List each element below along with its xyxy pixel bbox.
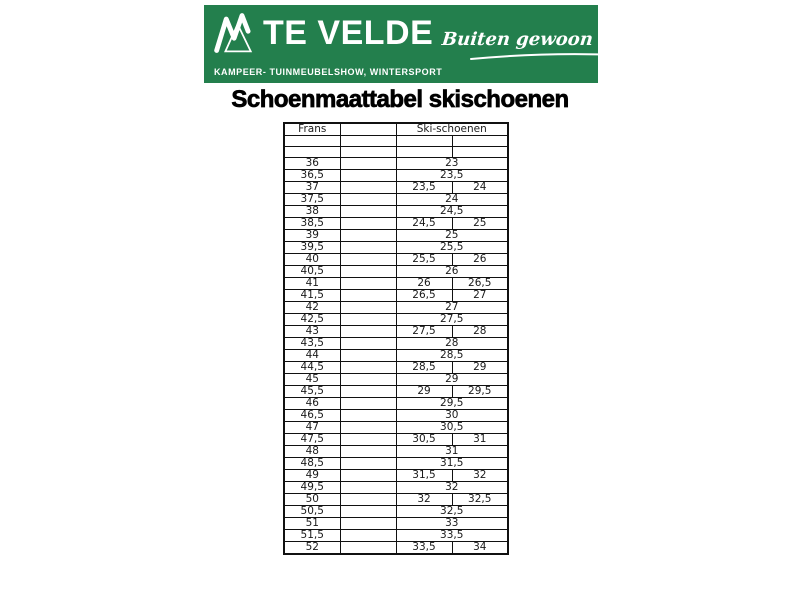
frans-size-cell: 39,5: [284, 242, 340, 254]
ski-size-cell: 33: [396, 518, 508, 530]
table-row: [284, 326, 508, 338]
empty-cell: [340, 218, 396, 230]
ski-size-cell: 30,5: [396, 422, 508, 434]
empty-cell: [340, 326, 396, 338]
ski-size-cell: 31: [452, 434, 508, 446]
header-frans: Frans: [284, 123, 340, 136]
table-row: [284, 290, 508, 302]
empty-cell: [452, 136, 508, 147]
empty-cell: [340, 374, 396, 386]
ski-size-cell: 25,5: [396, 242, 508, 254]
table-row: [284, 422, 508, 434]
empty-cell: [340, 254, 396, 266]
empty-cell: [340, 506, 396, 518]
empty-cell: [396, 147, 452, 158]
table-row: [284, 386, 508, 398]
empty-cell: [284, 147, 340, 158]
ski-size-cell: 30,5: [396, 434, 452, 446]
banner-subtitle: KAMPEER- TUINMEUBELSHOW, WINTERSPORT: [214, 67, 443, 77]
frans-size-cell: 41: [284, 278, 340, 290]
ski-size-cell: 27: [452, 290, 508, 302]
table-row: [284, 458, 508, 470]
ski-size-cell: 27,5: [396, 314, 508, 326]
header-ski: Ski-schoenen: [396, 123, 508, 136]
ski-size-cell: 28: [396, 338, 508, 350]
ski-size-cell: 25: [396, 230, 508, 242]
frans-size-cell: 47: [284, 422, 340, 434]
ski-size-cell: 28,5: [396, 362, 452, 374]
table-row: [284, 506, 508, 518]
empty-cell: [340, 542, 396, 555]
ski-size-cell: 23,5: [396, 170, 508, 182]
table-row: [284, 254, 508, 266]
empty-cell: [340, 170, 396, 182]
ski-size-cell: 31: [396, 446, 508, 458]
table-row: [284, 530, 508, 542]
table-row: [284, 446, 508, 458]
ski-size-cell: 31,5: [396, 458, 508, 470]
ski-size-cell: 28,5: [396, 350, 508, 362]
header-middle: [340, 123, 396, 136]
frans-size-cell: 48,5: [284, 458, 340, 470]
empty-cell: [340, 518, 396, 530]
empty-cell: [340, 470, 396, 482]
frans-size-cell: 40: [284, 254, 340, 266]
empty-cell: [340, 446, 396, 458]
ski-size-cell: 29: [396, 374, 508, 386]
ski-size-cell: 32,5: [396, 506, 508, 518]
size-conversion-table: [283, 122, 509, 555]
table-row: [284, 218, 508, 230]
empty-cell: [340, 350, 396, 362]
table-row: [284, 398, 508, 410]
store-banner: [204, 5, 650, 83]
ski-size-cell: 32: [396, 482, 508, 494]
table-row: [284, 266, 508, 278]
empty-cell: [340, 386, 396, 398]
ski-size-cell: 24: [396, 194, 508, 206]
frans-size-cell: 47,5: [284, 434, 340, 446]
empty-cell: [340, 362, 396, 374]
frans-size-cell: 49: [284, 470, 340, 482]
empty-cell: [340, 158, 396, 170]
ski-size-cell: 25: [452, 218, 508, 230]
frans-size-cell: 44,5: [284, 362, 340, 374]
ski-size-cell: 25,5: [396, 254, 452, 266]
brand-name: TE VELDE: [263, 14, 434, 52]
table-row: [284, 242, 508, 254]
table-row: [284, 278, 508, 290]
mountains-tent-icon: [214, 12, 256, 54]
banner-left-block: [214, 12, 442, 77]
table-empty-row: [284, 147, 508, 158]
ski-size-cell: 29,5: [396, 398, 508, 410]
frans-size-cell: 48: [284, 446, 340, 458]
table-row: [284, 158, 508, 170]
frans-size-cell: 36,5: [284, 170, 340, 182]
frans-size-cell: 37: [284, 182, 340, 194]
empty-cell: [340, 410, 396, 422]
ski-size-cell: 34: [452, 542, 508, 555]
empty-cell: [340, 206, 396, 218]
empty-cell: [340, 482, 396, 494]
empty-cell: [340, 434, 396, 446]
empty-cell: [340, 182, 396, 194]
table-row: [284, 434, 508, 446]
banner-right-block: [442, 12, 650, 77]
ski-size-cell: 26: [396, 278, 452, 290]
table-row: [284, 194, 508, 206]
ski-size-cell: 24,5: [396, 206, 508, 218]
ski-size-cell: 29: [396, 386, 452, 398]
ski-size-cell: 27: [396, 302, 508, 314]
empty-cell: [340, 266, 396, 278]
empty-cell: [340, 242, 396, 254]
ski-size-cell: 29,5: [452, 386, 508, 398]
table-row: [284, 170, 508, 182]
ski-size-cell: 30: [396, 410, 508, 422]
frans-size-cell: 49,5: [284, 482, 340, 494]
table-row: [284, 410, 508, 422]
ski-size-cell: 26,5: [452, 278, 508, 290]
frans-size-cell: 44: [284, 350, 340, 362]
frans-size-cell: 38,5: [284, 218, 340, 230]
frans-size-cell: 50: [284, 494, 340, 506]
empty-cell: [340, 230, 396, 242]
frans-size-cell: 45,5: [284, 386, 340, 398]
table-row: [284, 350, 508, 362]
empty-cell: [452, 147, 508, 158]
frans-size-cell: 43: [284, 326, 340, 338]
table-row: [284, 338, 508, 350]
ski-size-cell: 31,5: [396, 470, 452, 482]
ski-size-cell: 23: [396, 158, 508, 170]
ski-size-cell: 26,5: [396, 290, 452, 302]
table-row: [284, 230, 508, 242]
ski-size-cell: 32,5: [452, 494, 508, 506]
table-row: [284, 182, 508, 194]
table-row: [284, 518, 508, 530]
frans-size-cell: 42,5: [284, 314, 340, 326]
table-row: [284, 470, 508, 482]
ski-size-cell: 26: [452, 254, 508, 266]
frans-size-cell: 36: [284, 158, 340, 170]
table-row: [284, 542, 508, 555]
table-row: [284, 482, 508, 494]
ski-size-cell: 24,5: [396, 218, 452, 230]
empty-cell: [340, 147, 396, 158]
frans-size-cell: 46,5: [284, 410, 340, 422]
frans-size-cell: 43,5: [284, 338, 340, 350]
empty-cell: [340, 314, 396, 326]
ski-size-cell: 33,5: [396, 530, 508, 542]
table-row: [284, 314, 508, 326]
frans-size-cell: 51,5: [284, 530, 340, 542]
frans-size-cell: 41,5: [284, 290, 340, 302]
table-header-row: [284, 123, 508, 136]
table-empty-row: [284, 136, 508, 147]
empty-cell: [340, 494, 396, 506]
empty-cell: [396, 136, 452, 147]
ski-size-cell: 28: [452, 326, 508, 338]
frans-size-cell: 45: [284, 374, 340, 386]
table-row: [284, 494, 508, 506]
ski-size-cell: 26: [396, 266, 508, 278]
table-row: [284, 362, 508, 374]
empty-cell: [340, 290, 396, 302]
empty-cell: [340, 338, 396, 350]
ski-size-cell: 33,5: [396, 542, 452, 555]
page-title: Schoenmaattabel skischoenen: [231, 86, 569, 113]
empty-cell: [340, 398, 396, 410]
empty-cell: [340, 422, 396, 434]
empty-cell: [340, 302, 396, 314]
ski-size-cell: 24: [452, 182, 508, 194]
frans-size-cell: 51: [284, 518, 340, 530]
ski-size-cell: 23,5: [396, 182, 452, 194]
empty-cell: [340, 530, 396, 542]
banner-tagline: Buiten gewoon goed: [441, 28, 650, 50]
frans-size-cell: 38: [284, 206, 340, 218]
ski-size-cell: 27,5: [396, 326, 452, 338]
ski-size-cell: 29: [452, 362, 508, 374]
ski-size-cell: 32: [396, 494, 452, 506]
empty-cell: [340, 194, 396, 206]
empty-cell: [340, 278, 396, 290]
table-row: [284, 302, 508, 314]
frans-size-cell: 52: [284, 542, 340, 555]
frans-size-cell: 39: [284, 230, 340, 242]
frans-size-cell: 46: [284, 398, 340, 410]
empty-cell: [340, 458, 396, 470]
ski-size-cell: 32: [452, 470, 508, 482]
frans-size-cell: 37,5: [284, 194, 340, 206]
frans-size-cell: 40,5: [284, 266, 340, 278]
empty-cell: [284, 136, 340, 147]
frans-size-cell: 50,5: [284, 506, 340, 518]
table-row: [284, 206, 508, 218]
empty-cell: [340, 136, 396, 147]
table-row: [284, 374, 508, 386]
frans-size-cell: 42: [284, 302, 340, 314]
size-table-body: [284, 123, 508, 554]
swoosh-underline-icon: [469, 52, 621, 61]
